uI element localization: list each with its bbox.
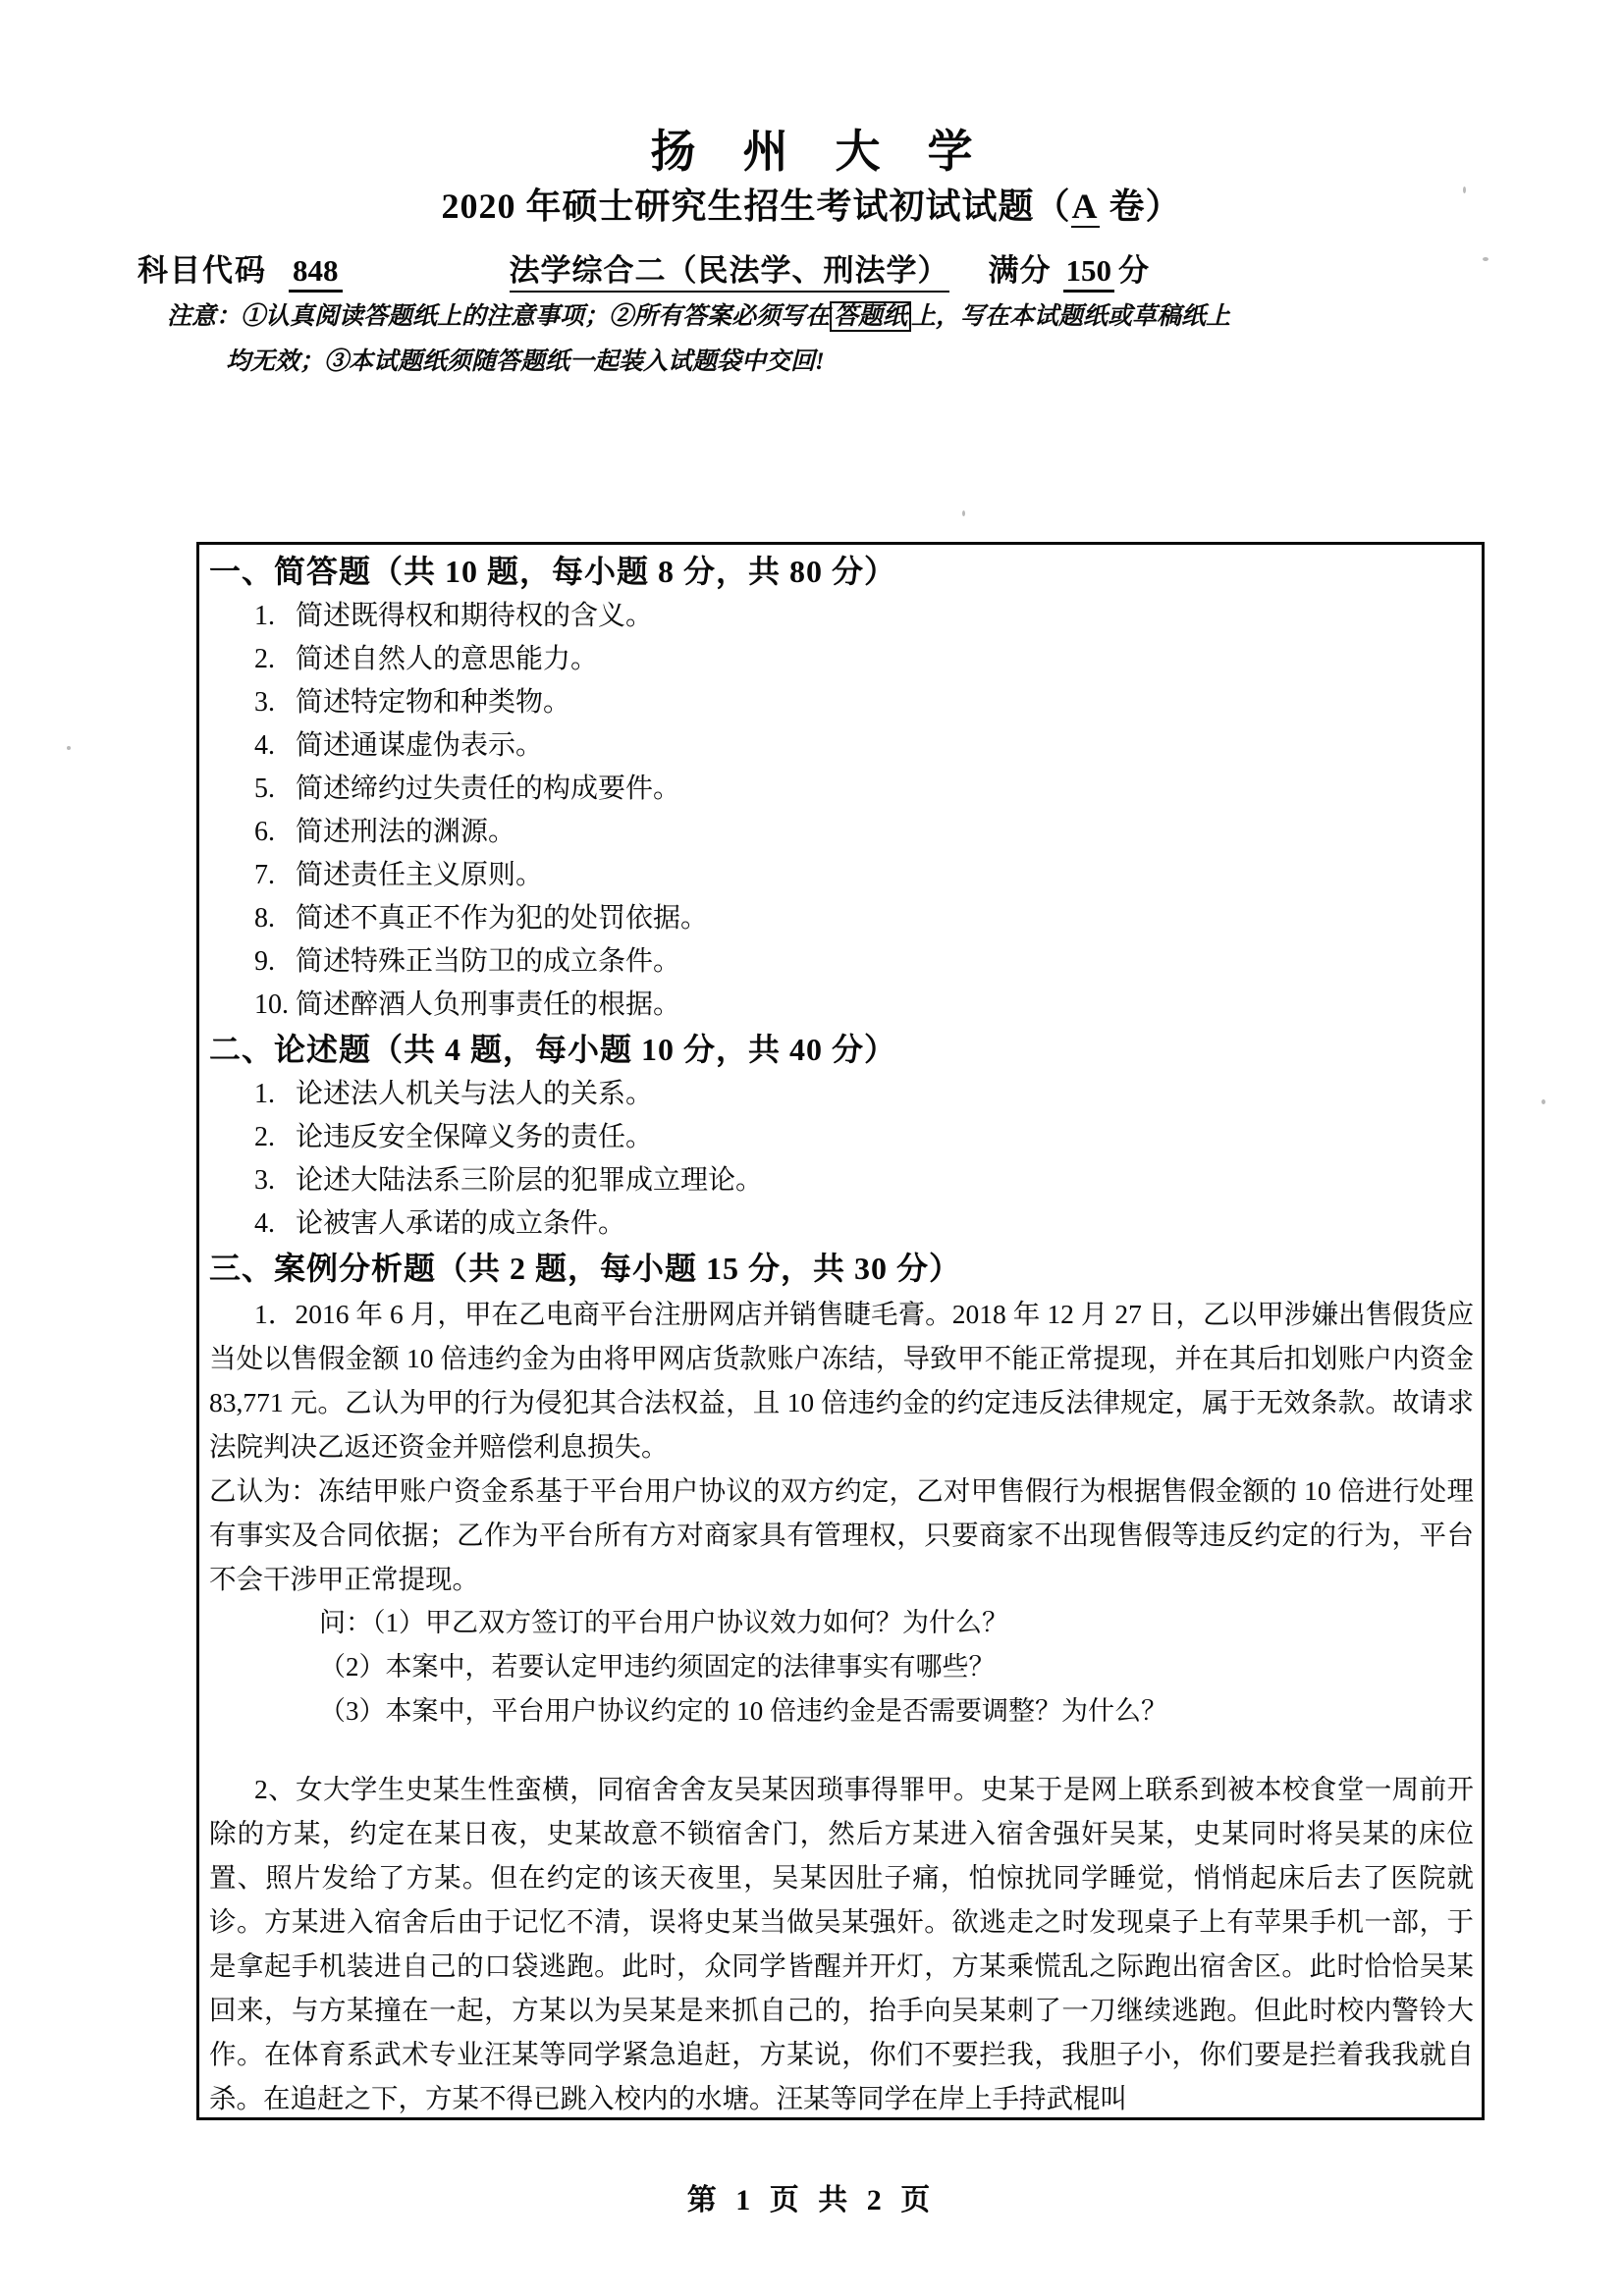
section-heading-1: 一、简答题（共 10 题，每小题 8 分，共 80 分） — [209, 554, 897, 589]
case-1-sub-question-3: （3）本案中，平台用户协议约定的 10 倍违约金是否需要调整？为什么？ — [319, 1696, 1167, 1726]
notice-item-1-tail: 上，写在本试题纸或草稿纸上 — [911, 303, 1231, 330]
question-text: 论述大陆法系三阶层的犯罪成立理论。 — [296, 1165, 764, 1196]
full-score-value: 150 — [1063, 253, 1115, 293]
exam-subtitle-suffix: 卷） — [1099, 187, 1182, 226]
list-item — [209, 768, 1474, 811]
question-number: 6. — [254, 817, 275, 847]
full-score-label: 满分 — [988, 253, 1052, 288]
question-text: 简述既得权和期待权的含义。 — [296, 601, 654, 631]
section-heading-2: 二、论述题（共 4 题，每小题 10 分，共 40 分） — [209, 1032, 897, 1067]
question-number: 9. — [254, 946, 275, 977]
list-item — [209, 724, 1474, 768]
question-text: 简述醉酒人负刑事责任的根据。 — [296, 989, 681, 1020]
list-item — [209, 984, 1474, 1027]
list-item — [209, 681, 1474, 724]
question-number: 1. — [254, 1079, 275, 1109]
scan-speckle — [962, 510, 965, 516]
question-number: 4. — [254, 1208, 275, 1239]
list-item — [209, 595, 1474, 638]
question-number: 10. — [254, 989, 289, 1020]
question-number: 2. — [254, 1122, 275, 1152]
list-item — [209, 854, 1474, 897]
question-text: 简述通谋虚伪表示。 — [296, 730, 544, 761]
subject-code-row — [137, 245, 1505, 293]
case-1-sub-question-2: （2）本案中，若要认定甲违约须固定的法律事实有哪些？ — [319, 1652, 996, 1682]
exam-subtitle — [0, 179, 1623, 229]
notice-label: 注意： — [167, 303, 242, 330]
question-number: 3. — [254, 1165, 275, 1196]
list-item — [209, 1116, 1474, 1159]
question-text: 简述不真正不作为犯的处罚依据。 — [296, 903, 709, 934]
list-item — [209, 1159, 1474, 1202]
list-item — [209, 638, 1474, 681]
question-text: 简述缔约过失责任的构成要件。 — [296, 774, 681, 804]
full-score-unit: 分 — [1118, 253, 1149, 288]
question-number: 2. — [254, 644, 275, 674]
question-text: 简述特定物和种类物。 — [296, 687, 571, 718]
subject-code-value: 848 — [289, 253, 343, 293]
subject-name: 法学综合二（民法学、刑法学） — [510, 245, 949, 293]
exam-subtitle-prefix: 2020 年硕士研究生招生考试初试试题（ — [441, 187, 1071, 226]
list-item — [209, 897, 1474, 940]
section-2-question-list — [209, 1073, 1474, 1246]
university-title: 扬 州 大 学 — [650, 125, 989, 178]
exam-notice — [167, 294, 1515, 385]
notice-line-2: 均无效；③本试题纸须随答题纸一起装入试题袋中交回! — [226, 348, 825, 375]
page-footer: 第 1 页 共 2 页 — [686, 2184, 937, 2216]
list-item — [209, 811, 1474, 854]
notice-boxed-answer-sheet: 答题纸 — [830, 301, 911, 332]
question-number: 5. — [254, 774, 275, 804]
scan-speckle — [1542, 1099, 1545, 1104]
case-2-paragraph-1: 2、女大学生史某生性蛮横，同宿舍舍友吴某因琐事得罪甲。史某于是网上联系到被本校食堂一周前开除的方某，约定在某日夜，史某故意不锁宿舍门，然后方某进入宿舍强奸吴某，史某同时将吴某的床位置、照片发给了方某。但在约定的该天夜里，吴某因肚子痛，怕惊扰同学睡觉，悄悄起床后去了医院就诊。方某进入宿舍后由于记忆不清，误将史某当做吴某强奸。欲逃走之时发现桌子上有苹果手机一部，于是拿起手机装进自己的口袋逃跑。此时，众同学皆醒并开灯，方某乘慌乱之际跑出宿舍区。此时恰恰吴某回来，与方某撞在一起，方某以为吴某是来抓自己的，抬手向吴某刺了一刀继续逃跑。但此时校内警铃大作。在体育系武术专业汪某等同学紧急追赶，方某说，你们不要拦我，我胆子小，你们要是拦着我我就自杀。在追赶之下，方某不得已跳入校内的水塘。汪某等同学在岸上手持武棍叫 — [209, 1774, 1474, 2113]
question-text: 简述刑法的渊源。 — [296, 817, 516, 847]
question-text: 论被害人承诺的成立条件。 — [296, 1208, 626, 1239]
paper-version: A — [1071, 187, 1099, 226]
question-text: 简述责任主义原则。 — [296, 860, 544, 890]
list-item — [209, 1202, 1474, 1246]
question-number: 8. — [254, 903, 275, 934]
question-text: 论违反安全保障义务的责任。 — [296, 1122, 654, 1152]
list-item — [209, 1073, 1474, 1116]
section-heading-3: 三、案例分析题（共 2 题，每小题 15 分，共 30 分） — [209, 1251, 962, 1286]
question-number: 4. — [254, 730, 275, 761]
case-1-paragraph-1: 1．2016 年 6 月，甲在乙电商平台注册网店并销售睫毛膏。2018 年 12 月 27 日，乙以甲涉嫌出售假货应当处以售假金额 10 倍违约金为由将甲网店货款账户冻结，导致甲不能正常提现，并在其后扣划账户内资金 83,771 元。乙认为甲的行为侵犯其合法权益，且 10 倍违约金的约定违反法律规定，属于无效条款。故请求法院判决乙返还资金并赔偿利息损失。 — [209, 1299, 1474, 1462]
paragraph-spacer — [209, 1734, 1474, 1767]
question-text: 简述特殊正当防卫的成立条件。 — [296, 946, 681, 977]
section-1-question-list — [209, 595, 1474, 1027]
case-1-sub-question-1: 问：（1）甲乙双方签订的平台用户协议效力如何？为什么？ — [319, 1608, 1008, 1637]
case-1-paragraph-2: 乙认为：冻结甲账户资金系基于平台用户协议的双方约定，乙对甲售假行为根据售假金额的 10 倍进行处理有事实及合同依据；乙作为平台所有方对商家具有管理权，只要商家不出现售假等违反约定的行为，平台不会干涉甲正常提现。 — [209, 1475, 1474, 1594]
question-number: 1. — [254, 601, 275, 631]
scan-speckle — [67, 746, 71, 750]
exam-content-box — [196, 542, 1485, 2120]
question-text: 论述法人机关与法人的关系。 — [296, 1079, 654, 1109]
question-number: 7. — [254, 860, 275, 890]
question-number: 3. — [254, 687, 275, 718]
subject-code-label: 科目代码 — [137, 253, 267, 288]
list-item — [209, 940, 1474, 984]
notice-item-1: ①认真阅读答题纸上的注意事项；②所有答案必须写在 — [241, 303, 831, 330]
notice-line-1 — [167, 294, 1515, 340]
question-text: 简述自然人的意思能力。 — [296, 644, 599, 674]
